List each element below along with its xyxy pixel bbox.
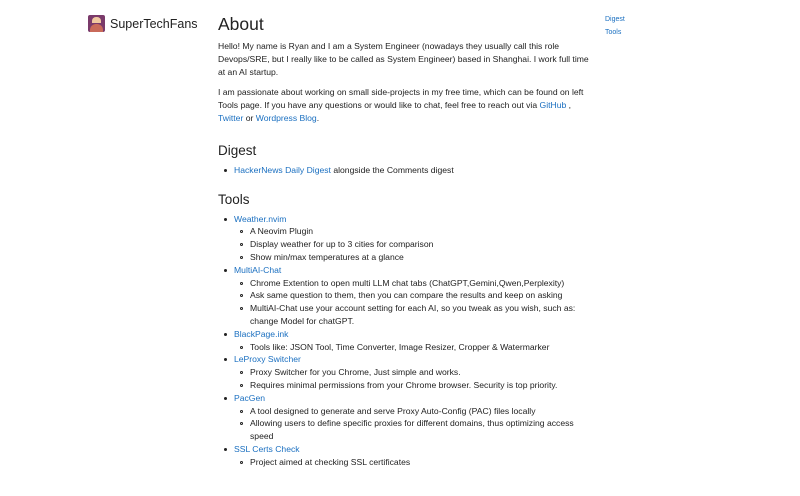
tool-details-list: [234, 456, 594, 469]
tools-list: [218, 213, 594, 469]
tool-link[interactable]: MultiAI-Chat: [234, 264, 282, 275]
toc-link-digest[interactable]: Digest: [605, 16, 625, 23]
list-item: [218, 164, 594, 177]
tool-item: [218, 443, 594, 469]
tool-detail-item: Allowing users to define specific proxies for different domains, thus optimizing access speed: [234, 417, 594, 443]
tool-link[interactable]: Weather.nvim: [234, 213, 287, 224]
main-content: [218, 12, 594, 469]
separator: or: [243, 112, 256, 123]
tool-details-list: [234, 277, 594, 328]
hackernews-digest-link[interactable]: HackerNews Daily Digest: [234, 164, 331, 175]
tool-item: [218, 392, 594, 443]
separator: .: [316, 112, 320, 123]
site-title[interactable]: SuperTechFans: [110, 16, 198, 31]
tool-item: [218, 353, 594, 391]
tool-link[interactable]: BlackPage.ink: [234, 328, 289, 339]
tool-link[interactable]: LeProxy Switcher: [234, 354, 301, 365]
site-brand[interactable]: [88, 15, 198, 32]
toc-link-tools[interactable]: Tools: [605, 29, 622, 35]
tool-detail-item: Show min/max temperatures at a glance: [234, 251, 594, 264]
tool-details-list: [234, 366, 594, 392]
digest-heading: Digest: [218, 142, 257, 158]
page-title: About: [218, 14, 264, 34]
avatar-logo-icon: [88, 15, 105, 32]
tool-item: [218, 264, 594, 328]
tool-detail-item: A tool designed to generate and serve Proxy Auto-Config (PAC) files locally: [234, 405, 594, 418]
table-of-contents: [605, 13, 645, 35]
tool-detail-item: Proxy Switcher for you Chrome, Just simple and works.: [234, 366, 594, 379]
tool-details-list: [234, 341, 594, 354]
tool-details-list: [234, 225, 594, 263]
tools-heading: Tools: [218, 191, 250, 207]
tool-detail-item: Project aimed at checking SSL certificates: [234, 456, 594, 469]
twitter-link[interactable]: Twitter: [218, 112, 244, 123]
tool-detail-item: A Neovim Plugin: [234, 225, 594, 238]
tool-link[interactable]: SSL Certs Check: [234, 443, 300, 454]
tool-detail-item: Chrome Extention to open multi LLM chat tabs (ChatGPT,Gemini,Qwen,Perplexity): [234, 277, 594, 290]
tool-detail-item: Display weather for up to 3 cities for comparison: [234, 238, 594, 251]
digest-list: [218, 164, 594, 177]
tool-detail-item: Ask same question to them, then you can compare the results and keep on asking: [234, 289, 594, 302]
tool-item: [218, 213, 594, 264]
intro-paragraph: Hello! My name is Ryan and I am a System Engineer (nowadays they usually call this role Devops/SRE, but I really like to be called as System Engineer) based in Shanghai. I work full time at an AI startup.: [218, 41, 589, 77]
tool-link[interactable]: PacGen: [234, 392, 266, 403]
digest-description: alongside the Comments digest: [330, 164, 454, 175]
tool-detail-item: Requires minimal permissions from your Chrome browser. Security is top priority.: [234, 379, 594, 392]
tool-detail-item: Tools like: JSON Tool, Time Converter, Image Resizer, Cropper & Watermarker: [234, 341, 594, 354]
separator: ,: [566, 100, 572, 111]
tool-detail-item: MultiAI-Chat use your account setting for each AI, so you tweak as you wish, such as: change Model for chatGPT.: [234, 302, 594, 328]
contact-paragraph: [218, 86, 594, 124]
tool-item: [218, 328, 594, 354]
tool-details-list: [234, 405, 594, 443]
wordpress-blog-link[interactable]: Wordpress Blog: [255, 112, 317, 123]
github-link[interactable]: GitHub: [539, 100, 567, 111]
contact-text: I am passionate about working on small side-projects in my free time, which can be found on left Tools page. If you have any questions or would like to chat, feel free to reach out via: [218, 87, 584, 111]
